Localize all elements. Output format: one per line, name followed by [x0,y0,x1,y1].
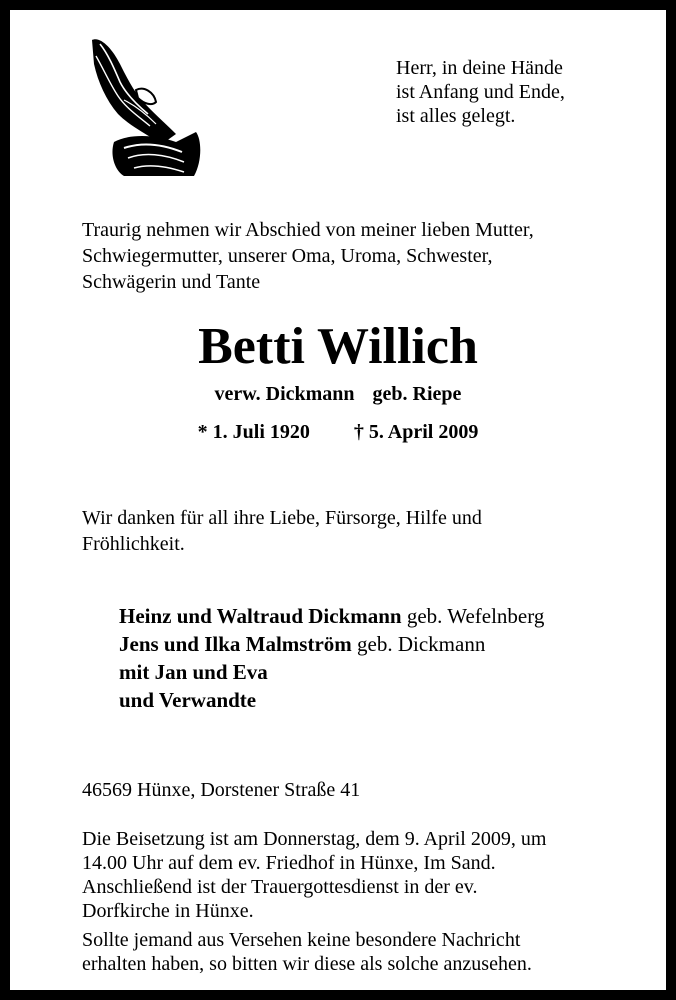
family-name: mit Jan und Eva [119,660,268,684]
widowed-name: verw. Dickmann [214,383,355,405]
birth-date: * 1. Juli 1920 [197,421,310,443]
intro-text: Traurig nehmen wir Abschied von meiner lieben Mutter, Schwiegermutter, unserer Oma, Uroma, Schwester, Schwägerin und Tante [82,219,534,293]
family-name: Heinz und Waltraud Dickmann [119,604,402,628]
family-line [119,686,676,714]
family-note: geb. Dickmann [351,632,486,656]
family-name: Jens und Ilka Malmström [119,632,352,656]
death-date: † 5. April 2009 [353,421,479,443]
family-line [119,630,676,658]
praying-hands-icon [84,30,204,178]
family-line [119,602,676,630]
birth-name: geb. Riepe [372,383,462,405]
name-details [10,381,666,407]
address: 46569 Hünxe, Dorstener Straße 41 [82,779,361,801]
family-line [119,658,676,686]
funeral-details: Die Beisetzung ist am Donnerstag, dem 9. April 2009, um 14.00 Uhr auf dem ev. Friedhof in Hünxe, Im Sand. Anschließend ist der Trauergottesdienst in der ev. Dorfkirche in Hünxe. [82,828,547,922]
thanks-text: Wir danken für all ihre Liebe, Fürsorge, Hilfe und Fröhlichkeit. [82,507,482,555]
family-note: geb. Wefelnberg [401,604,545,628]
family-list [119,602,676,714]
deceased-name: Betti Willich [198,318,478,375]
life-dates [10,419,666,445]
notice-text: Sollte jemand aus Versehen keine besondere Nachricht erhalten haben, so bitten wir diese als solche anzusehen. [82,929,532,975]
family-name: und Verwandte [119,688,257,712]
motto-verse: Herr, in deine Hände ist Anfang und Ende, ist alles gelegt. [396,57,565,127]
